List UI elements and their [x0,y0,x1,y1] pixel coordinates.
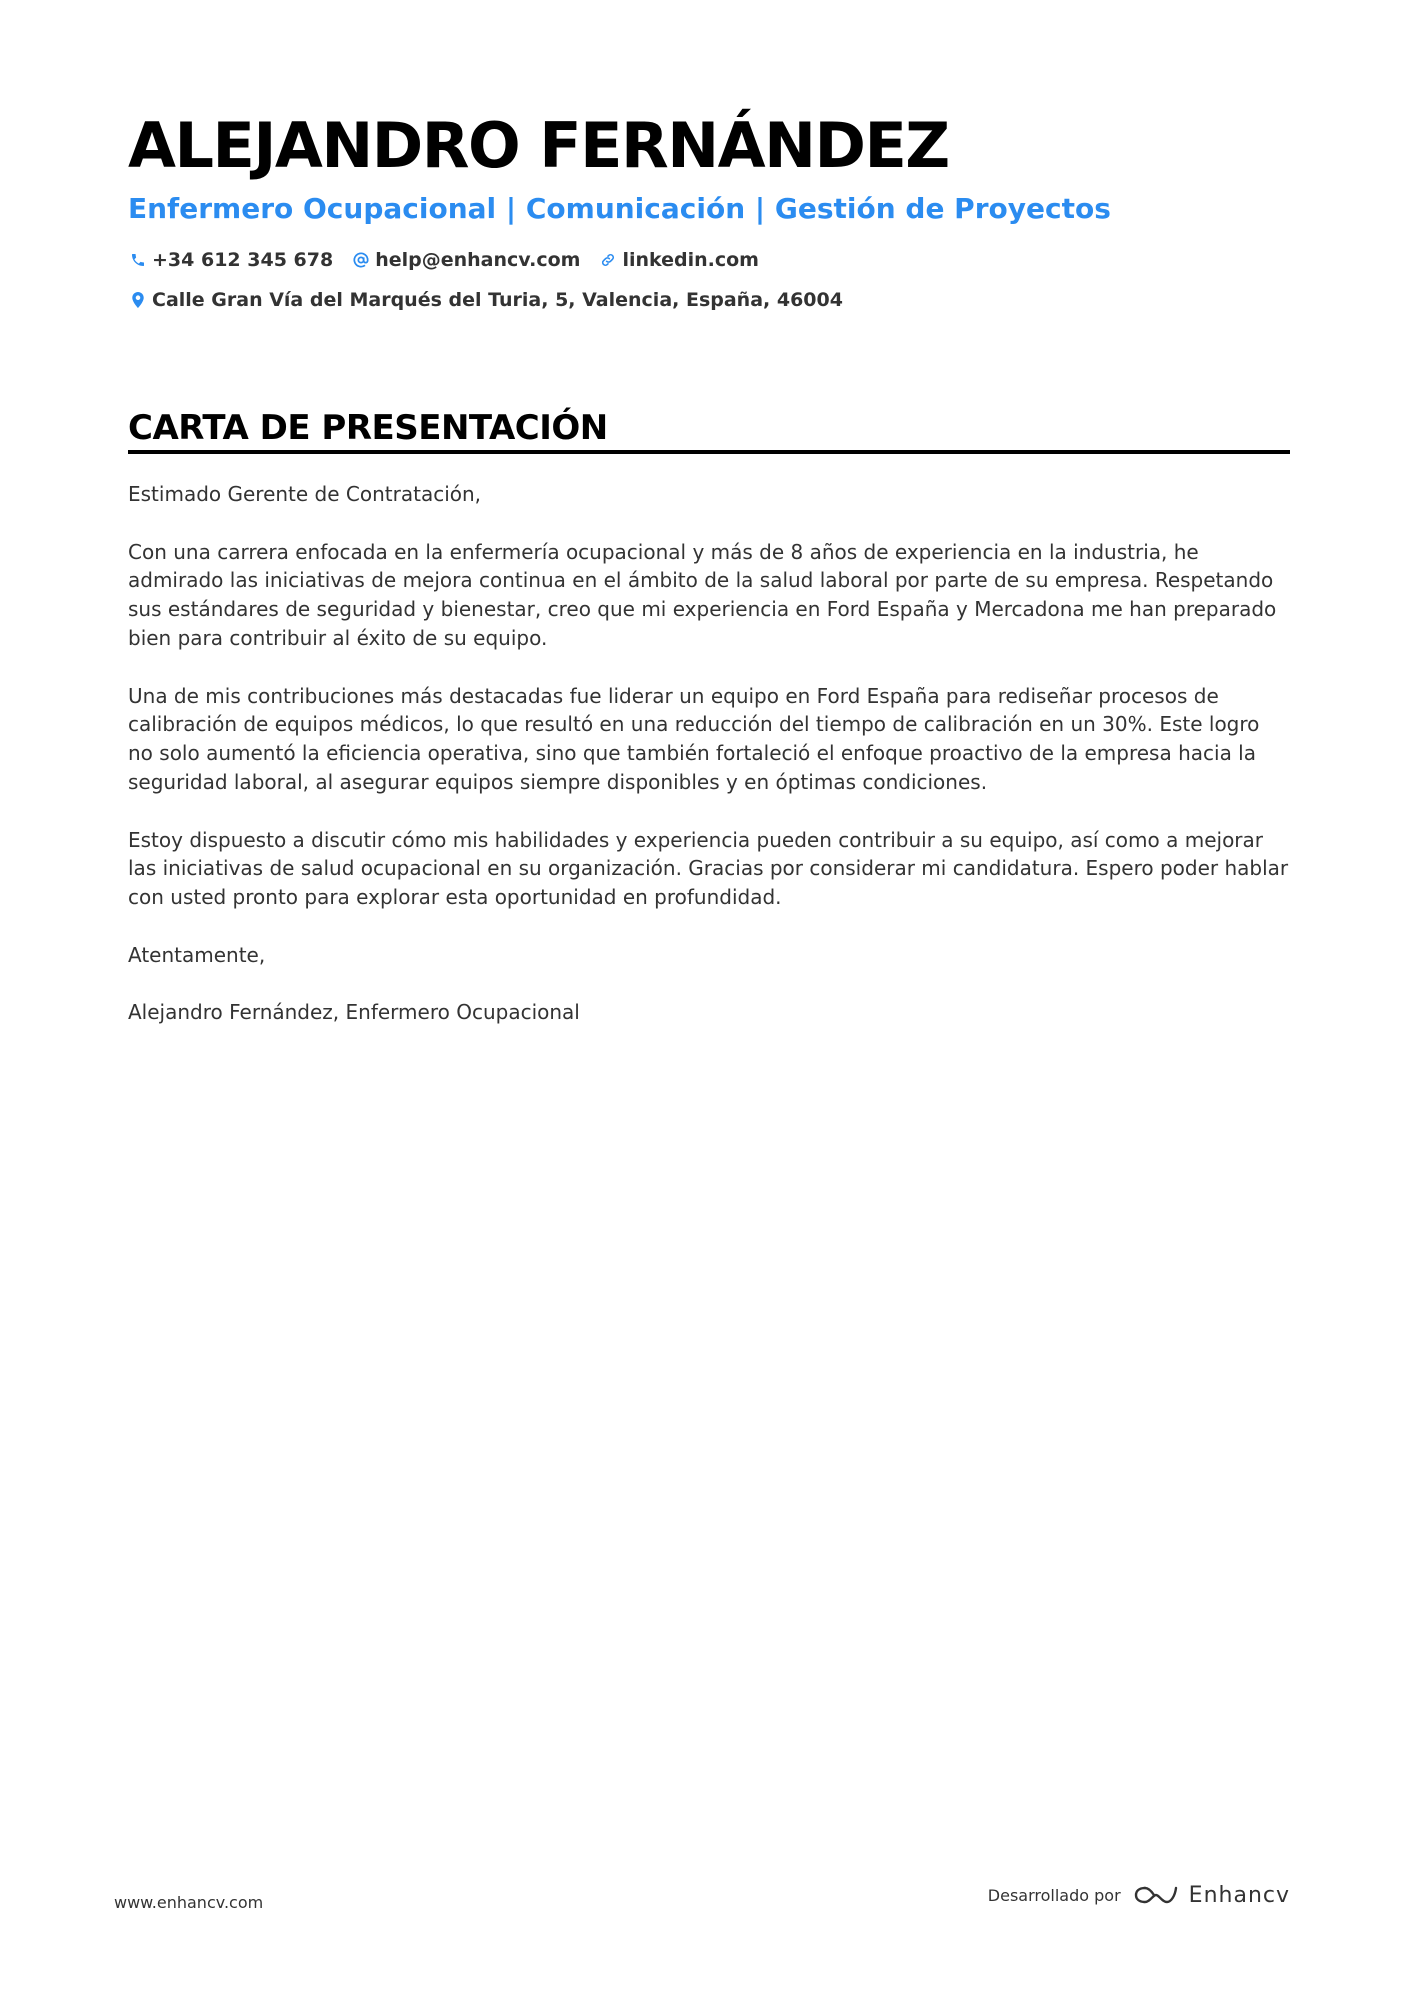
letter-paragraph-1: Con una carrera enfocada en la enfermería ocupacional y más de 8 años de experiencia en la industria, he admirado las iniciativas de mejora continua en el ámbito de la salud laboral por parte de su empresa. Respetando sus estándares de seguridad y bienestar, creo que mi experiencia en Ford España y Mercadona me han preparado bien para contribuir al éxito de su equipo. [128,539,1277,650]
section-title: CARTA DE PRESENTACIÓN [128,408,608,448]
contact-linkedin[interactable] [598,249,759,271]
contact-row-address [128,286,1290,314]
at-icon [351,250,371,270]
address-text: Calle Gran Vía del Marqués del Turia, 5, Valencia, España, 46004 [152,289,843,311]
brand-name: Enhancv [1188,1882,1290,1908]
letter-closing: Atentamente, [128,942,266,967]
letter-signature: Alejandro Fernández, Enfermero Ocupacional [128,1000,580,1025]
contact-address [128,289,843,311]
letter-salutation: Estimado Gerente de Contratación, [128,482,482,506]
letter-paragraph-3: Estoy dispuesto a discutir cómo mis habilidades y experiencia pueden contribuir a su equipo, así como a mejorar las iniciativas de salud ocupacional en su organización. Gracias por considerar mi candidatura. Espero poder hablar con usted pronto para explorar esta oportunidad en profundidad. [128,827,1289,910]
enhancv-logo-icon [1133,1880,1179,1910]
contact-email[interactable] [351,249,580,271]
letter-body [128,480,1290,1056]
link-icon [598,250,618,270]
candidate-headline: Enfermero Ocupacional | Comunicación | Gestión de Proyectos [128,192,1111,225]
contact-phone[interactable] [128,249,333,271]
location-pin-icon [128,290,148,310]
phone-icon [128,250,148,270]
header [128,108,1290,314]
candidate-name: ALEJANDRO FERNÁNDEZ [128,109,949,182]
contact-row-primary [128,246,1290,274]
footer-branding [988,1880,1290,1910]
letter-paragraph-2: Una de mis contribuciones más destacadas fue liderar un equipo en Ford España para rediseñar procesos de calibración de equipos médicos, lo que resultó en una reducción del tiempo de calibración en un 30%. Este logro no solo aumentó la eficiencia operativa, sino que también fortaleció el enfoque proactivo de la empresa hacia la seguridad laboral, al asegurar equipos siempre disponibles y en óptimas condiciones. [128,683,1260,794]
linkedin-text: linkedin.com [622,249,759,271]
section-divider [128,450,1290,454]
phone-text: +34 612 345 678 [152,249,334,271]
powered-by-text: Desarrollado por [987,1885,1121,1905]
email-text: help@enhancv.com [375,249,581,271]
footer-website[interactable]: www.enhancv.com [114,1893,264,1912]
